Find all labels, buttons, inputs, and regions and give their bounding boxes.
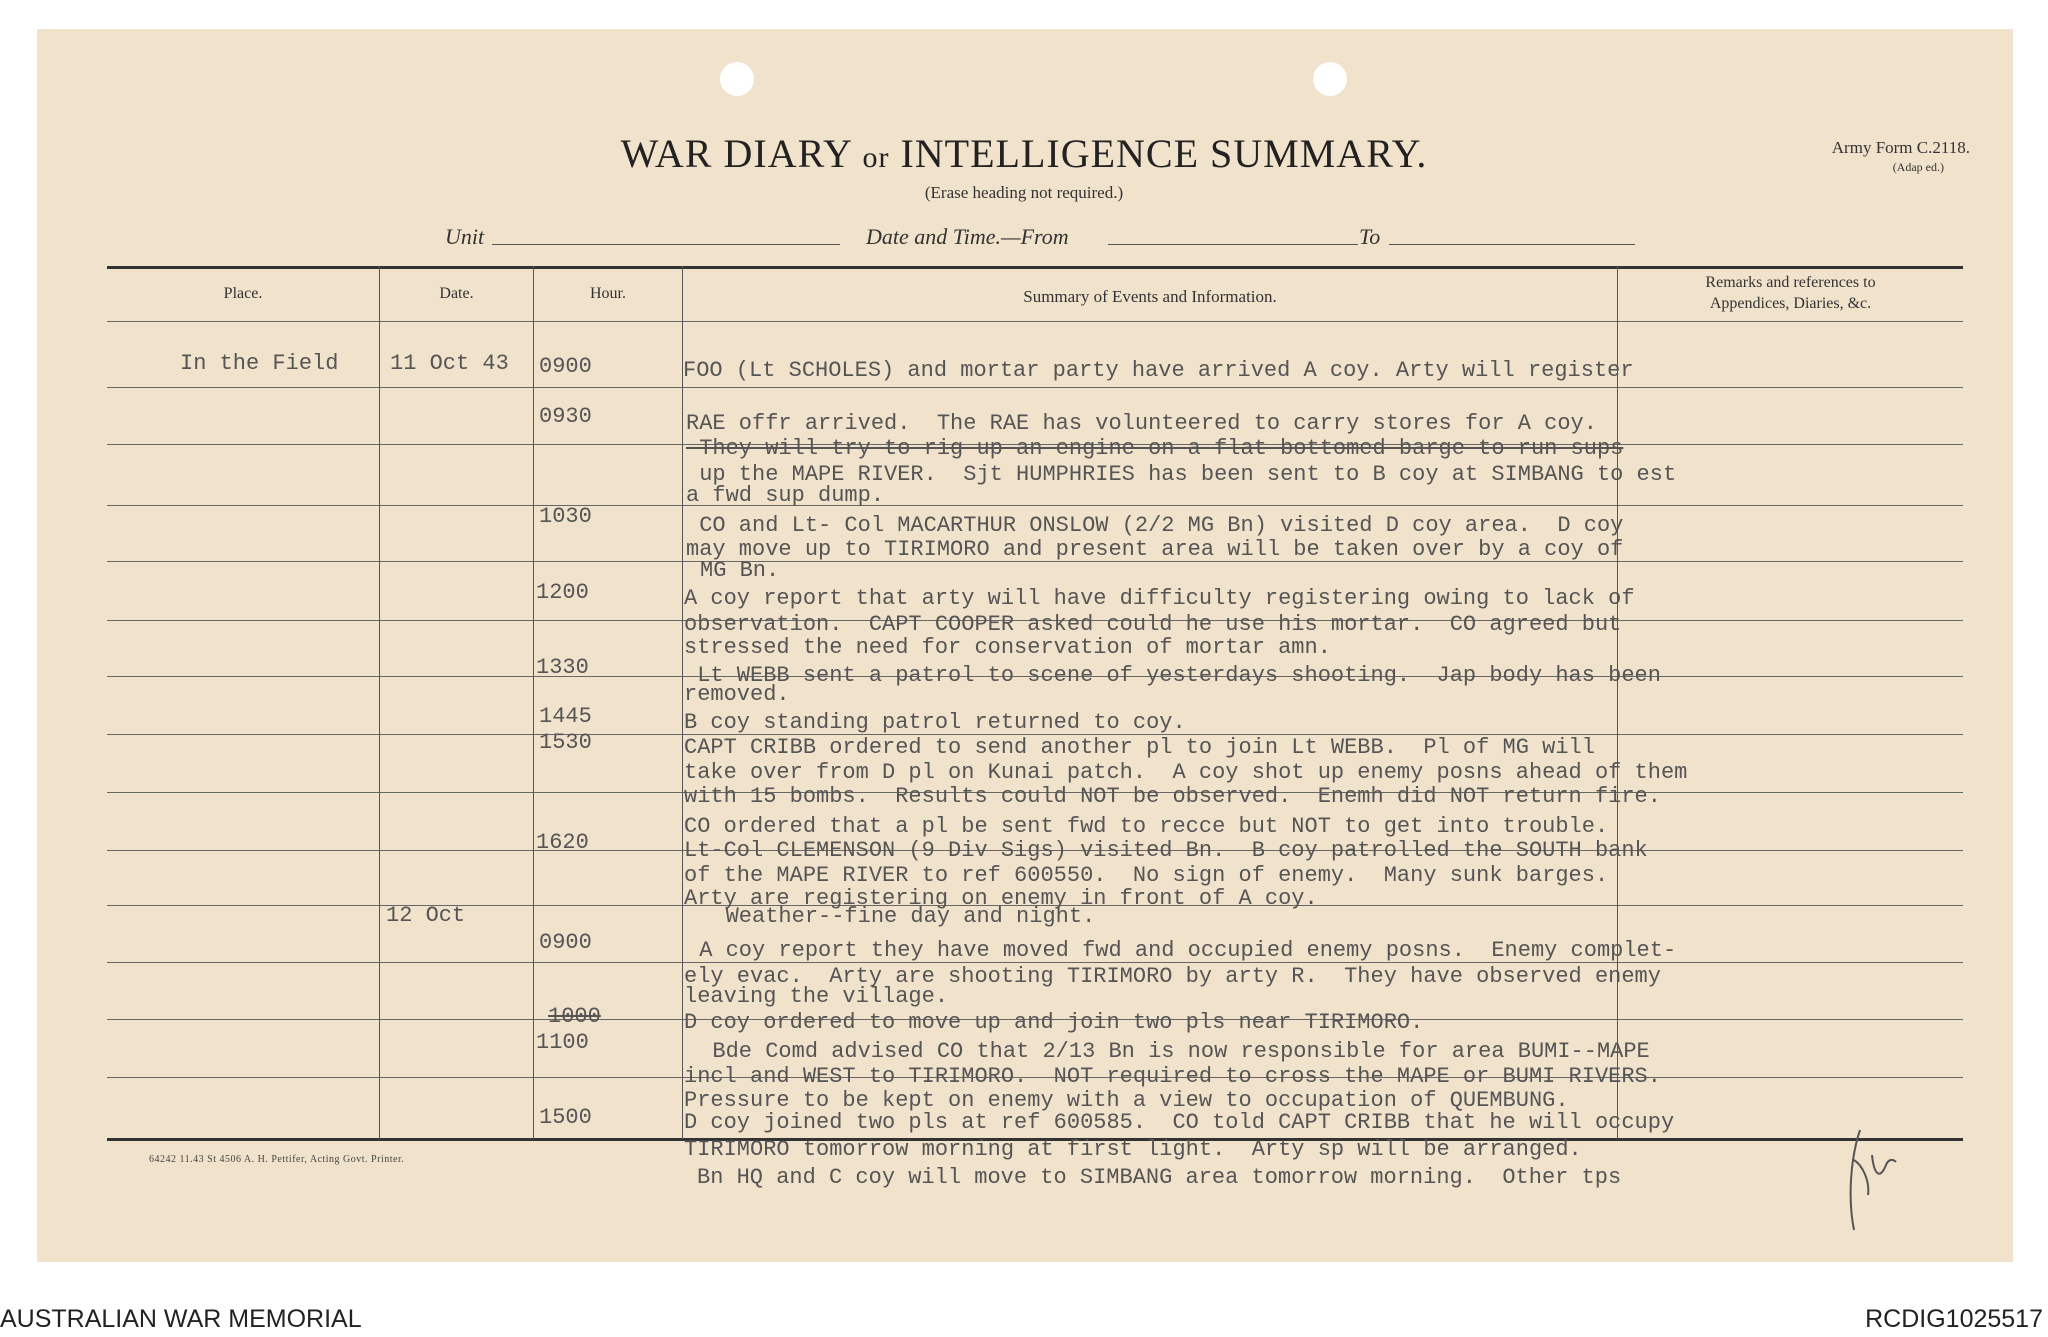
- summary-line: up the MAPE RIVER. Sjt HUMPHRIES has been sent to B coy at SIMBANG to est: [686, 462, 1677, 487]
- summary-line: with 15 bombs. Results could NOT be observed. Enemh did NOT return fire.: [684, 784, 1661, 809]
- col-divider-summary: [1617, 266, 1618, 1139]
- army-form-number: Army Form C.2118.: [1831, 138, 1970, 157]
- hour-entry: 1030: [539, 504, 592, 529]
- col-divider-hour: [682, 266, 683, 1139]
- col-divider-place: [379, 266, 380, 1139]
- summary-line: TIRIMORO tomorrow morning at first light. Arty sp will be arranged.: [684, 1137, 1582, 1162]
- hour-entry: 1200: [536, 580, 589, 605]
- date-entry: 12 Oct: [386, 903, 466, 928]
- title-war-diary: WAR DIARY: [620, 131, 852, 176]
- summary-line: take over from D pl on Kunai patch. A coy shot up enemy posns ahead of them: [684, 760, 1688, 785]
- col-header-summary: Summary of Events and Information.: [1023, 287, 1277, 306]
- summary-line: a fwd sup dump.: [686, 483, 885, 508]
- col-header-remarks: [1618, 272, 1963, 314]
- summary-line: Pressure to be kept on enemy with a view to occupation of QUEMBUNG.: [684, 1088, 1569, 1113]
- summary-line: MG Bn.: [700, 558, 780, 583]
- date-entry: 11 Oct 43: [390, 351, 509, 376]
- hour-entry: 0930: [539, 404, 592, 429]
- to-label: To: [1359, 224, 1381, 249]
- summary-line: Lt WEBB sent a patrol to scene of yesterdays shooting. Jap body has been: [684, 663, 1661, 688]
- col-header-date: Date.: [439, 285, 474, 302]
- summary-line: CO ordered that a pl be sent fwd to recce but NOT to get into trouble.: [684, 814, 1609, 839]
- summary-line: ely evac. Arty are shooting TIRIMORO by arty R. They have observed enemy: [684, 964, 1661, 989]
- form-title: [0, 130, 2048, 177]
- summary-line: incl and WEST to TIRIMORO. NOT required to cross the MAPE or BUMI RIVERS.: [684, 1064, 1661, 1089]
- hour-entry: 1330: [536, 655, 589, 680]
- summary-line: RAE offr arrived. The RAE has volunteered to carry stores for A coy.: [686, 411, 1597, 436]
- date-from-line: [1108, 244, 1358, 245]
- summary-line: B coy standing patrol returned to coy.: [684, 710, 1186, 735]
- summary-line: CO and Lt- Col MACARTHUR ONSLOW (2/2 MG Bn) visited D coy area. D coy: [686, 513, 1624, 538]
- hour-entry: 0900: [539, 930, 592, 955]
- summary-line: stressed the need for conservation of mortar amn.: [684, 635, 1331, 660]
- summary-line: FOO (Lt SCHOLES) and mortar party have arrived A coy. Arty will register: [683, 358, 1634, 383]
- hour-entry: 1620: [536, 830, 589, 855]
- hour-entry: 1000: [548, 1004, 601, 1029]
- remarks-header-line2: Appendices, Diaries, &c.: [1709, 295, 1872, 312]
- remarks-header-line1: Remarks and references to: [1705, 274, 1876, 291]
- place-entry: In the Field: [180, 351, 339, 376]
- summary-line: removed.: [684, 682, 790, 707]
- title-intelligence-summary: INTELLIGENCE SUMMARY.: [900, 131, 1428, 176]
- summary-line: Bn HQ and C coy will move to SIMBANG area tomorrow morning. Other tps: [697, 1165, 1622, 1190]
- summary-line: D coy ordered to move up and join two pls near TIRIMORO.: [684, 1010, 1424, 1035]
- row-rule: [107, 505, 1963, 506]
- summary-line: may move up to TIRIMORO and present area will be taken over by a coy of: [686, 537, 1624, 562]
- summary-line: CAPT CRIBB ordered to send another pl to join Lt WEBB. Pl of MG will: [684, 735, 1595, 760]
- adapted-note: (Adap ed.): [1892, 160, 1944, 174]
- punch-hole-right: [1313, 62, 1347, 96]
- handwritten-signature: [1842, 1120, 1902, 1240]
- unit-label: Unit: [445, 224, 485, 249]
- row-rule: [107, 387, 1963, 388]
- summary-line: leaving the village.: [684, 984, 949, 1009]
- summary-line: Weather--fine day and night.: [686, 904, 1096, 929]
- date-to-line: [1389, 244, 1635, 245]
- hour-entry: 1500: [539, 1105, 592, 1130]
- col-header-place: Place.: [223, 285, 263, 302]
- col-divider-date: [533, 266, 534, 1139]
- erase-note: (Erase heading not required.): [924, 183, 1124, 202]
- summary-line: D coy joined two pls at ref 600585. CO told CAPT CRIBB that he will occupy: [684, 1110, 1675, 1135]
- archive-reference: RCDIG1025517: [1865, 1305, 2043, 1333]
- summary-line: of the MAPE RIVER to ref 600550. No sign of enemy. Many sunk barges.: [684, 863, 1609, 888]
- title-or: or: [862, 141, 890, 174]
- punch-hole-left: [720, 62, 754, 96]
- summary-line: Lt-Col CLEMENSON (9 Div Sigs) visited Bn. B coy patrolled the SOUTH bank: [684, 838, 1648, 863]
- summary-line: Arty are registering on enemy in front of A coy.: [684, 886, 1318, 911]
- hour-entry: 1100: [536, 1030, 589, 1055]
- archive-name: AUSTRALIAN WAR MEMORIAL: [0, 1305, 362, 1333]
- summary-line: observation. CAPT COOPER asked could he use his mortar. CO agreed but: [684, 612, 1622, 637]
- col-header-hour: Hour.: [590, 285, 626, 302]
- date-time-label: Date and Time.—From: [866, 224, 1069, 249]
- printer-imprint: 64242 11.43 St 4506 A. H. Pettifer, Acting Govt. Printer.: [149, 1154, 405, 1165]
- hour-entry: 1530: [539, 730, 592, 755]
- table-top-rule: [107, 266, 1963, 269]
- hour-entry: 1445: [539, 704, 592, 729]
- header-bottom-rule: [107, 321, 1963, 322]
- summary-line: They will try to rig up an engine on a flat bottomed barge to run sups: [686, 436, 1624, 461]
- summary-line: Bde Comd advised CO that 2/13 Bn is now responsible for area BUMI--MAPE: [686, 1039, 1650, 1064]
- summary-line: A coy report that arty will have difficulty registering owing to lack of: [684, 586, 1635, 611]
- hour-entry: 0900: [539, 354, 592, 379]
- unit-field-line: [492, 244, 840, 245]
- summary-line: A coy report they have moved fwd and occupied enemy posns. Enemy complet-: [686, 938, 1677, 963]
